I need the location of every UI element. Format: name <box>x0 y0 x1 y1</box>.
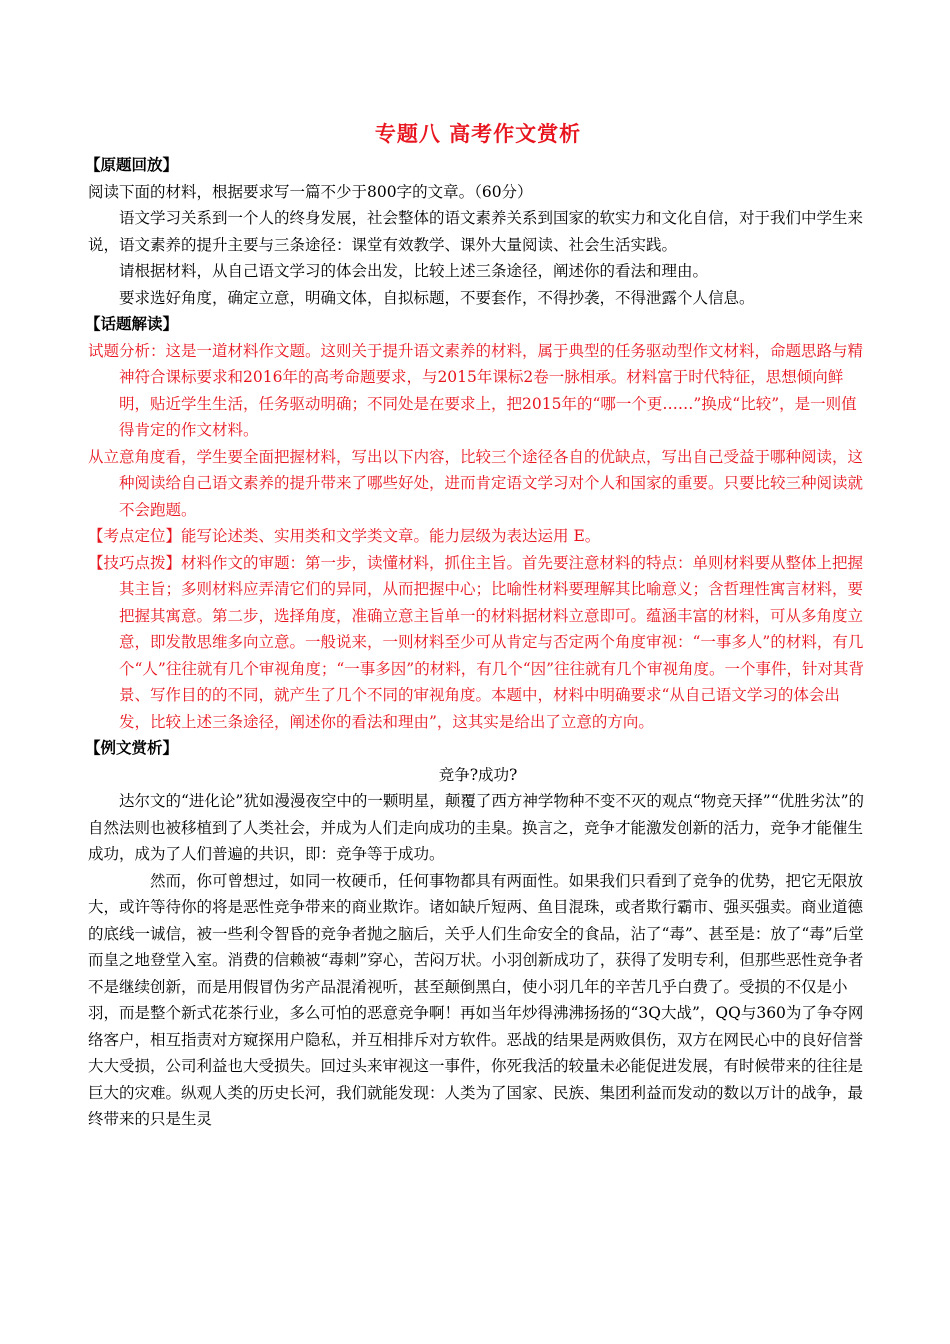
essay-paragraph-1: 达尔文的“进化论”犹如漫漫夜空中的一颗明星，颠覆了西方神学物种不变不灭的观点“物竞天择”“优胜劣汰”的自然法则也被移植到了人类社会，并成为人们走向成功的圭臬。换言之，竞争才能激发创新的活力，竞争才能催生成功，成为了人们普遍的共识，即：竞争等于成功。 <box>88 792 865 863</box>
kaodian-text: 能写论述类、实用类和文学类文章。能力层级为表达运用 E。 <box>181 527 601 545</box>
prompt-paragraph-2: 请根据材料，从自己语文学习的体会出发，比较上述三条途径，阐述你的看法和理由。 <box>119 262 709 280</box>
angle-paragraph: 从立意角度看，学生要全面把握材料，写出以下内容，比较三个途径各自的优缺点，写出自己受益于哪种阅读，这种阅读给自己语文素养的提升带来了哪些好处，进而肯定语文学习对个人和国家的重要。只要比较三种阅读就不会跑题。 <box>88 447 864 519</box>
essay-paragraph-2: 然而，你可曾想过，如同一枚硬币，任何事物都具有两面性。如果我们只看到了竞争的优势，把它无限放大，或许等待你的将是恶性竞争带来的商业欺诈。诸如缺斤短两、鱼目混珠，或者欺行霸市、强买强卖。商业道德的底线一诚信，被一些利令智昏的竞争者抛之脑后，关乎人们生命安全的食品，沾了“毒”、甚至是：放了“毒”后堂而皇之地登堂入室。消费的信赖被“毒刺”穿心，苦闷万状。小羽创新成功了，获得了发明专利，但那些恶性竞争者不是继续创新，而是用假冒伪劣产品混淆视听，甚至颠倒黑白，使小羽几年的辛苦几乎白费了。受损的不仅是小羽，而是整个新式花茶行业，多么可怕的恶意竞争啊！再如当年炒得沸沸扬扬的“3Q大战”，QQ与360为了争夺网络客户，相互指责对方窥探用户隐私，并互相排斥对方软件。恶战的结果是两败俱伤，双方在网民心中的良好信誉大大受损，公司利益也大受损失。回过头来审视这一事件，你死我活的较量未必能促进发展，有时候带来的往往是巨大的灾难。纵观人类的历史长河，我们就能发现：人类为了国家、民族、集团利益而发动的数以万计的战争，最终带来的只是生灵 <box>88 871 864 1128</box>
prompt-paragraph-3: 要求选好角度，确定立意，明确文体，自拟标题，不要套作，不得抄袭，不得泄露个人信息。 <box>119 288 755 307</box>
essay-title: 竞争?成功? <box>438 765 518 784</box>
kaodian-label: 【考点定位】 <box>88 527 182 545</box>
jiqiao-paragraph <box>88 550 868 736</box>
section-heading-example: 【例文赏析】 <box>85 738 179 757</box>
kaodian-paragraph <box>88 523 868 550</box>
document-page <box>85 118 868 1133</box>
section-heading-original: 【原题回放】 <box>85 155 179 174</box>
document-title: 专题八 高考作文赏析 <box>374 121 582 146</box>
prompt-paragraph-1: 语文学习关系到一个人的终身发展，社会整体的语文素养关系到国家的软实力和文化自信，对于我们中学生来说，语文素养的提升主要与三条途径：课堂有效教学、课外大量阅读、社会生活实践。 <box>88 209 864 254</box>
jiqiao-label: 【技巧点拨】 <box>88 553 182 572</box>
section-heading-topic: 【话题解读】 <box>85 314 179 333</box>
prompt-intro: 阅读下面的材料，根据要求写一篇不少于800字的文章。（60分） <box>88 182 533 201</box>
jiqiao-text: 材料作文的审题：第一步，读懂材料，抓住主旨。首先要注意材料的特点：单则材料要从整体上把握其主旨；多则材料应弄清它们的异同，从而把握中心；比喻性材料要理解其比喻意义；含哲理性寓言材料，要把握其寓意。第二步，选择角度，准确立意主旨单一的材料据材料立意即可。蕴涵丰富的材料，可从多角度立意，即发散思维多向立意。一般说来，一则材料至少可从肯定与否定两个角度审视：“一事多人”的材料，有几个“人”往往就有几个审视角度；“一事多因”的材料，有几个“因”往往就有几个审视角度。一个事件，针对其背景、写作目的的不同，就产生了几个不同的审视角度。本题中，材料中明确要求“从自己语文学习的体会出发，比较上述三条途径，阐述你的看法和理由”，这其实是给出了立意的方向。 <box>119 553 865 731</box>
analysis-paragraph: 试题分析：这是一道材料作文题。这则关于提升语文素养的材料，属于典型的任务驱动型作文材料，命题思路与精神符合课标要求和2016年的高考命题要求，与2015年课标2卷一脉相承。材料富于时代特征，思想倾向鲜明，贴近学生生活，任务驱动明确；不同处是在要求上，把2015年的“哪一个更……”换成“比较”，是一则值得肯定的作文材料。 <box>88 341 864 439</box>
